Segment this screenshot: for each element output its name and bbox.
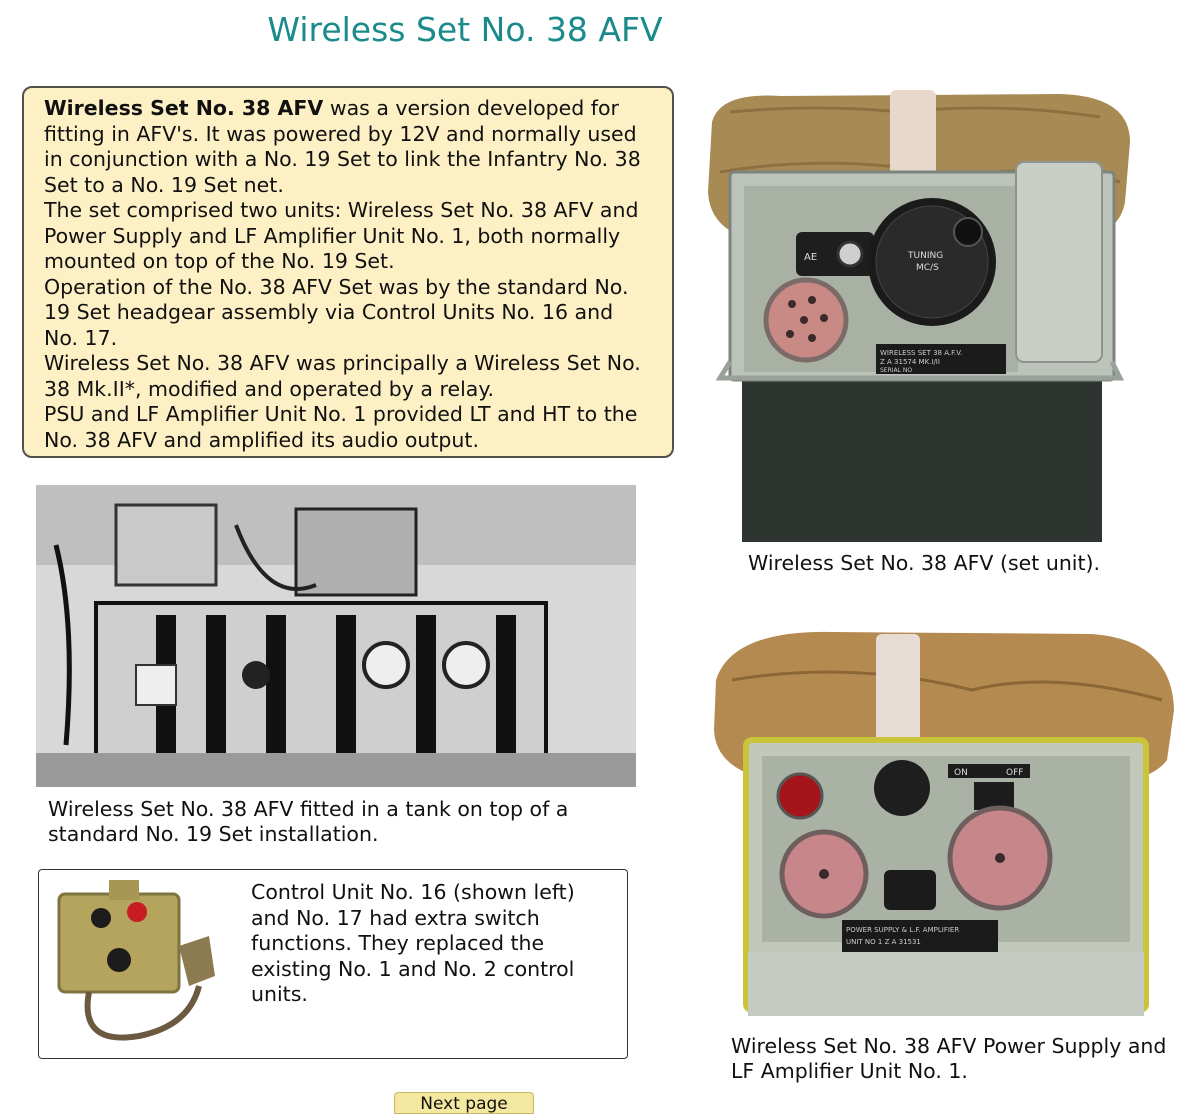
psu-caption: Wireless Set No. 38 AFV Power Supply and LF Amplifier Unit No. 1.	[731, 1034, 1167, 1083]
set-unit-photo	[700, 82, 1140, 548]
intro-lead-text: was a version developed for fitting in AFV's. It was powered by 12V and normally used in conjunction with a No. 19 Set to link the Infantry No. 38 Set to a No. 19 Set net.	[44, 96, 641, 197]
psu-plate-line2: UNIT NO 1 Z A 31531	[846, 938, 921, 946]
control-unit-description: Control Unit No. 16 (shown left) and No. 17 had extra switch functions. They replaced the existing No. 1 and No. 2 control units.	[251, 880, 575, 1006]
intro-paragraph-5: PSU and LF Amplifier Unit No. 1 provided LT and HT to the No. 38 AFV and amplified its audio output.	[44, 402, 638, 452]
control-unit-box	[38, 869, 628, 1059]
page-title: Wireless Set No. 38 AFV	[267, 10, 663, 49]
intro-paragraph-4: Wireless Set No. 38 AFV was principally a Wireless Set No. 38 Mk.II*, modified and operated by a relay.	[44, 351, 641, 401]
psu-switch-off-label: OFF	[1006, 768, 1024, 778]
intro-text-box	[22, 86, 674, 458]
intro-paragraph-2: The set comprised two units: Wireless Set No. 38 AFV and Power Supply and LF Amplifier Unit No. 1, both normally mounted on top of the No. 19 Set.	[44, 198, 639, 273]
control-unit-photo	[49, 876, 225, 1054]
psu-photo	[712, 620, 1178, 1020]
dial-label-mcs: MC/S	[916, 263, 939, 273]
intro-paragraph-1	[44, 96, 652, 198]
intro-paragraph-3: Operation of the No. 38 AFV Set was by the standard No. 19 Set headgear assembly via Control Units No. 16 and No. 17.	[44, 274, 629, 350]
dial-label-tuning: TUNING	[908, 251, 944, 261]
psu-switch-on-label: ON	[954, 768, 968, 778]
intro-lead-bold: Wireless Set No. 38 AFV	[44, 96, 324, 120]
tank-installation-caption: Wireless Set No. 38 AFV fitted in a tank on top of a standard No. 19 Set installation.	[48, 797, 569, 846]
set-unit-plate-line3: SERIAL NO	[880, 367, 913, 374]
set-unit-caption: Wireless Set No. 38 AFV (set unit).	[748, 551, 1101, 575]
next-page-button[interactable]: Next page	[394, 1092, 534, 1114]
set-unit-switch-label: AE	[804, 252, 818, 263]
psu-plate-line1: POWER SUPPLY & L.F. AMPLIFIER	[846, 926, 960, 934]
set-unit-plate-line2: Z A 31574 MK.I/II	[880, 358, 940, 366]
set-unit-plate-line1: WIRELESS SET 38 A.F.V.	[880, 349, 963, 357]
tank-installation-photo	[36, 485, 636, 787]
